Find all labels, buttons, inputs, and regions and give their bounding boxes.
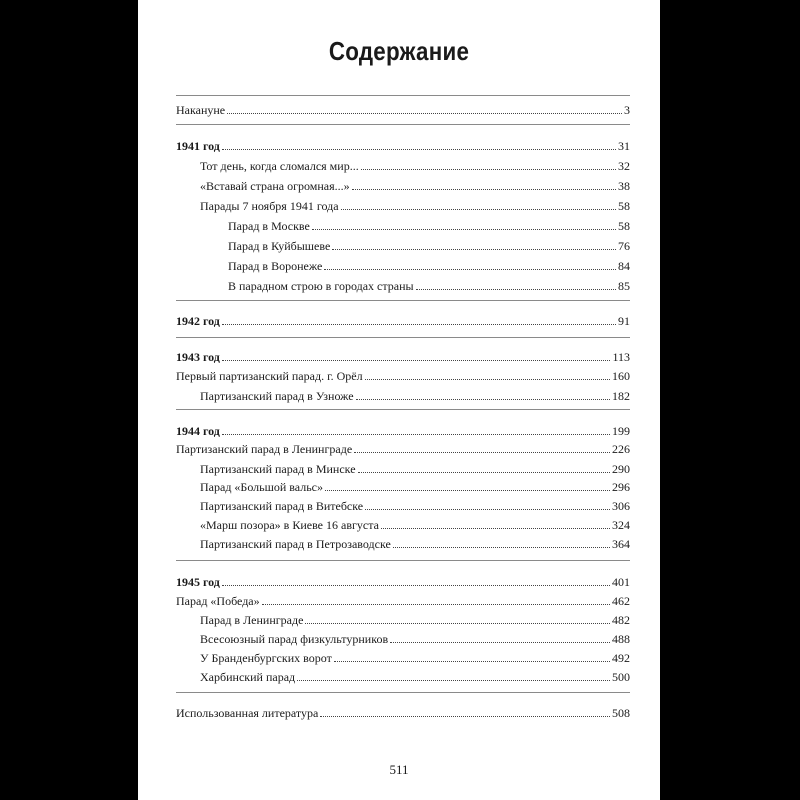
toc-entry[interactable]: [176, 217, 630, 235]
toc-entry-title: Партизанский парад в Витебске: [200, 499, 364, 513]
toc-entry-page: 226: [612, 442, 630, 456]
dot-leader: [358, 471, 610, 473]
dot-leader: [227, 112, 622, 114]
dot-leader: [297, 679, 610, 681]
toc-entry-title: 1941 год: [176, 139, 220, 153]
toc-year-entry[interactable]: [176, 312, 630, 330]
divider-1943: [176, 409, 630, 410]
toc-entry-page: 76: [618, 239, 630, 253]
toc-entry[interactable]: [176, 592, 630, 610]
toc-entry-page: 91: [618, 314, 630, 328]
page-number: 511: [389, 762, 409, 777]
toc-entry-page: 199: [612, 424, 630, 438]
toc-entry-page: 31: [618, 139, 630, 153]
toc-entry[interactable]: [176, 704, 630, 722]
toc-entry-title: 1942 год: [176, 314, 220, 328]
toc-entry-page: 488: [612, 632, 630, 646]
toc-entry-title: Партизанский парад в Минске: [200, 462, 356, 476]
toc-year-entry[interactable]: [176, 137, 630, 155]
dot-leader: [365, 508, 610, 510]
toc-entry[interactable]: [176, 177, 630, 195]
toc-entry-page: 84: [618, 259, 630, 273]
toc-entry[interactable]: [176, 277, 630, 295]
book-page: [138, 0, 660, 800]
divider-top: [176, 95, 630, 96]
toc-entry-title: Парад в Ленинграде: [200, 613, 304, 627]
toc-entry-title: Парады 7 ноября 1941 года: [200, 199, 339, 213]
toc-entry[interactable]: [176, 440, 630, 458]
toc-entry-page: 401: [612, 575, 630, 589]
toc-entry-title: 1945 год: [176, 575, 220, 589]
dot-leader: [352, 188, 616, 190]
toc-entry-title: Тот день, когда сломался мир...: [200, 159, 359, 173]
toc-entry-title: 1943 год: [176, 350, 220, 364]
toc-entry-title: «Вставай страна огромная...»: [200, 179, 350, 193]
toc-entry[interactable]: [176, 237, 630, 255]
dot-leader: [356, 398, 610, 400]
dot-leader: [324, 268, 616, 270]
dot-leader: [332, 248, 616, 250]
toc-entry-page: 38: [618, 179, 630, 193]
toc-entry-page: 160: [612, 369, 630, 383]
dot-leader: [365, 378, 610, 380]
dot-leader: [416, 288, 616, 290]
toc-entry-page: 182: [612, 389, 630, 403]
toc-entry-page: 32: [618, 159, 630, 173]
dot-leader: [381, 527, 610, 529]
dot-leader: [222, 584, 610, 586]
toc-entry-title: Парад в Куйбышеве: [228, 239, 331, 253]
toc-entry[interactable]: [176, 497, 630, 515]
toc-year-entry[interactable]: [176, 573, 630, 591]
toc-entry-page: 113: [612, 350, 630, 364]
toc-entry-title: Использованная литература: [176, 706, 319, 720]
toc-entry[interactable]: [176, 649, 630, 667]
toc-entry-page: 290: [612, 462, 630, 476]
toc-entry[interactable]: [176, 197, 630, 215]
toc-entry[interactable]: [176, 257, 630, 275]
divider-1941: [176, 300, 630, 301]
toc-entry-page: 364: [612, 537, 630, 551]
dot-leader: [354, 451, 610, 453]
dot-leader: [320, 715, 610, 717]
toc-entry-title: Парад в Воронеже: [228, 259, 323, 273]
dot-leader: [341, 208, 616, 210]
dot-leader: [325, 489, 610, 491]
dot-leader: [390, 641, 610, 643]
dot-leader: [222, 359, 611, 361]
toc-entry[interactable]: [176, 387, 630, 405]
toc-entry-title: «Марш позора» в Киеве 16 августа: [200, 518, 379, 532]
divider-1944: [176, 560, 630, 561]
dot-leader: [222, 433, 610, 435]
toc-entry[interactable]: [176, 535, 630, 553]
toc-entry-title: 1944 год: [176, 424, 220, 438]
divider-intro: [176, 124, 630, 125]
toc-entry[interactable]: [176, 478, 630, 496]
dot-leader: [312, 228, 616, 230]
toc-entry-page: 508: [612, 706, 630, 720]
dot-leader: [222, 148, 616, 150]
toc-entry[interactable]: [176, 157, 630, 175]
dot-leader: [305, 622, 610, 624]
toc-entry-page: 492: [612, 651, 630, 665]
toc-entry-page: 482: [612, 613, 630, 627]
dot-leader: [361, 168, 616, 170]
page-title: Содержание: [328, 36, 470, 66]
toc-entry-page: 462: [612, 594, 630, 608]
toc-entry-title: Парад в Москве: [228, 219, 310, 233]
toc-entry-title: Харбинский парад: [200, 670, 296, 684]
dot-leader: [334, 660, 610, 662]
toc-entry[interactable]: [176, 516, 630, 534]
toc-entry-page: 306: [612, 499, 630, 513]
toc-entry-title: Парад «Большой вальс»: [200, 480, 324, 494]
toc-entry[interactable]: [176, 101, 630, 119]
toc-entry[interactable]: [176, 668, 630, 686]
toc-entry-page: 58: [618, 219, 630, 233]
toc-year-entry[interactable]: [176, 422, 630, 440]
toc-entry[interactable]: [176, 460, 630, 478]
toc-entry-page: 58: [618, 199, 630, 213]
toc-entry-title: Партизанский парад в Петрозаводске: [200, 537, 391, 551]
toc-entry-title: Накануне: [176, 103, 226, 117]
toc-entry-title: В парадном строю в городах страны: [228, 279, 414, 293]
toc-entry-page: 324: [612, 518, 630, 532]
toc-entry[interactable]: [176, 367, 630, 385]
toc-entry-page: 3: [624, 103, 630, 117]
toc-entry-title: Первый партизанский парад. г. Орёл: [176, 369, 363, 383]
scan-border-right: [660, 0, 800, 800]
toc-entry-title: Парад «Победа»: [176, 594, 260, 608]
divider-1945: [176, 692, 630, 693]
toc-year-entry[interactable]: [176, 348, 630, 366]
toc-entry-page: 85: [618, 279, 630, 293]
dot-leader: [262, 603, 610, 605]
scan-border-left: [0, 0, 138, 800]
toc-entry-title: Партизанский парад в Узноже: [200, 389, 354, 403]
divider-1942: [176, 337, 630, 338]
dot-leader: [393, 546, 610, 548]
dot-leader: [222, 323, 616, 325]
toc-entry-title: Партизанский парад в Ленинграде: [176, 442, 353, 456]
toc-entry-page: 296: [612, 480, 630, 494]
toc-entry[interactable]: [176, 611, 630, 629]
toc-entry-title: Всесоюзный парад физкультурников: [200, 632, 389, 646]
toc-entry[interactable]: [176, 630, 630, 648]
toc-entry-title: У Бранденбургских ворот: [200, 651, 332, 665]
toc-entry-page: 500: [612, 670, 630, 684]
